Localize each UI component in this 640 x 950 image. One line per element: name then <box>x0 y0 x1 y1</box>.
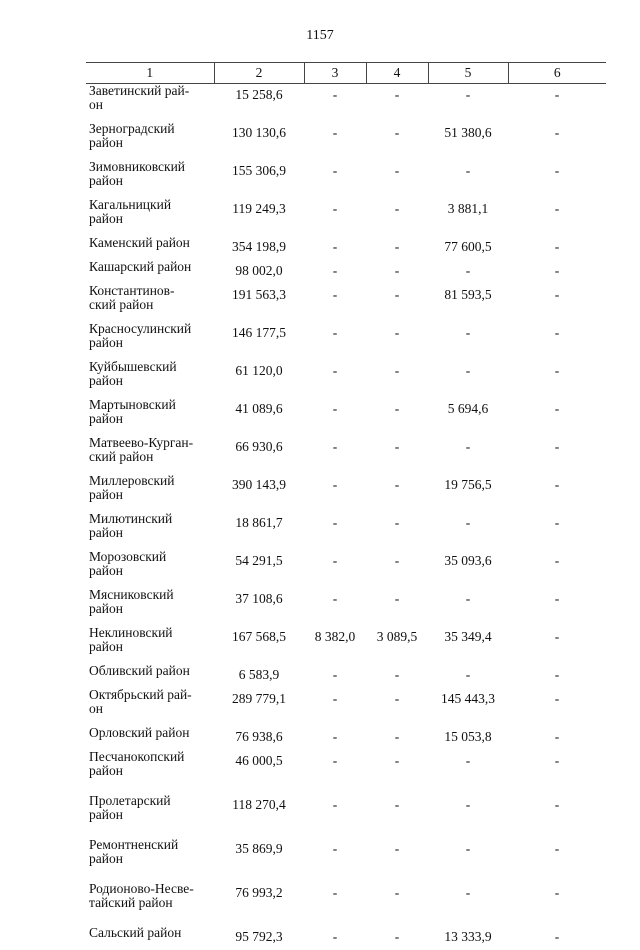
table-header <box>86 63 606 84</box>
table-row <box>86 838 606 882</box>
district-name-cell: Зерноградский район <box>86 122 214 160</box>
value-col-3: - <box>304 198 366 236</box>
value-col-4: - <box>366 588 428 626</box>
table-row <box>86 688 606 726</box>
value-col-3: - <box>304 926 366 950</box>
district-name-cell: Красносулинский район <box>86 322 214 360</box>
value-col-3: - <box>304 838 366 882</box>
value-col-4: - <box>366 882 428 926</box>
value-col-6: - <box>508 474 606 512</box>
value-col-5: - <box>428 838 508 882</box>
value-col-5: - <box>428 436 508 474</box>
value-col-2: 95 792,3 <box>214 926 304 950</box>
district-name-cell: Орловский район <box>86 726 214 750</box>
value-col-2: 54 291,5 <box>214 550 304 588</box>
value-col-5: - <box>428 794 508 838</box>
value-col-6: - <box>508 626 606 664</box>
value-col-6: - <box>508 838 606 882</box>
table-row <box>86 436 606 474</box>
value-col-4: - <box>366 436 428 474</box>
district-name-cell: Каменский район <box>86 236 214 260</box>
column-header-3: 3 <box>304 63 366 84</box>
value-col-2: 98 002,0 <box>214 260 304 284</box>
value-col-2: 6 583,9 <box>214 664 304 688</box>
value-col-2: 118 270,4 <box>214 794 304 838</box>
value-col-4: - <box>366 122 428 160</box>
value-col-3: - <box>304 726 366 750</box>
table-row <box>86 750 606 794</box>
district-name-cell: Зимовниковский район <box>86 160 214 198</box>
value-col-5: - <box>428 84 508 123</box>
value-col-4: - <box>366 750 428 794</box>
district-name-cell: Пролетарский район <box>86 794 214 838</box>
value-col-6: - <box>508 688 606 726</box>
district-name-cell: Сальский район <box>86 926 214 950</box>
value-col-2: 41 089,6 <box>214 398 304 436</box>
value-col-4: - <box>366 512 428 550</box>
value-col-2: 15 258,6 <box>214 84 304 123</box>
table-row <box>86 398 606 436</box>
value-col-4: - <box>366 236 428 260</box>
value-col-4: - <box>366 198 428 236</box>
table-row <box>86 84 606 123</box>
district-name-cell: Неклиновский район <box>86 626 214 664</box>
value-col-2: 191 563,3 <box>214 284 304 322</box>
value-col-3: - <box>304 512 366 550</box>
value-col-5: - <box>428 322 508 360</box>
value-col-4: - <box>366 664 428 688</box>
value-col-6: - <box>508 436 606 474</box>
value-col-3: - <box>304 322 366 360</box>
value-col-3: - <box>304 794 366 838</box>
district-name-cell: Константинов- ский район <box>86 284 214 322</box>
value-col-4: - <box>366 926 428 950</box>
value-col-6: - <box>508 322 606 360</box>
value-col-4: - <box>366 360 428 398</box>
value-col-2: 167 568,5 <box>214 626 304 664</box>
value-col-6: - <box>508 588 606 626</box>
table-row <box>86 260 606 284</box>
value-col-4: - <box>366 474 428 512</box>
value-col-3: - <box>304 284 366 322</box>
value-col-6: - <box>508 926 606 950</box>
value-col-5: 35 349,4 <box>428 626 508 664</box>
table-row <box>86 512 606 550</box>
table-row <box>86 160 606 198</box>
district-name-cell: Куйбышевский район <box>86 360 214 398</box>
district-name-cell: Родионово-Несве- тайский район <box>86 882 214 926</box>
value-col-4: - <box>366 84 428 123</box>
value-col-6: - <box>508 726 606 750</box>
value-col-6: - <box>508 882 606 926</box>
value-col-3: - <box>304 160 366 198</box>
value-col-3: - <box>304 398 366 436</box>
value-col-6: - <box>508 236 606 260</box>
value-col-6: - <box>508 122 606 160</box>
budget-table <box>86 62 606 950</box>
value-col-2: 289 779,1 <box>214 688 304 726</box>
district-name-cell: Заветинский рай- он <box>86 84 214 123</box>
table-row <box>86 726 606 750</box>
column-header-1: 1 <box>86 63 214 84</box>
table-row <box>86 360 606 398</box>
table-row <box>86 474 606 512</box>
value-col-2: 46 000,5 <box>214 750 304 794</box>
value-col-6: - <box>508 160 606 198</box>
value-col-5: - <box>428 588 508 626</box>
table-row <box>86 794 606 838</box>
value-col-6: - <box>508 794 606 838</box>
district-name-cell: Милютинский район <box>86 512 214 550</box>
value-col-5: 5 694,6 <box>428 398 508 436</box>
value-col-6: - <box>508 360 606 398</box>
district-name-cell: Обливский район <box>86 664 214 688</box>
district-name-cell: Ремонтненский район <box>86 838 214 882</box>
value-col-2: 66 930,6 <box>214 436 304 474</box>
value-col-5: 15 053,8 <box>428 726 508 750</box>
district-name-cell: Мартыновский район <box>86 398 214 436</box>
district-name-cell: Мясниковский район <box>86 588 214 626</box>
value-col-2: 119 249,3 <box>214 198 304 236</box>
value-col-4: - <box>366 398 428 436</box>
table-row <box>86 626 606 664</box>
value-col-2: 37 108,6 <box>214 588 304 626</box>
table-row <box>86 882 606 926</box>
table-row <box>86 198 606 236</box>
value-col-3: - <box>304 436 366 474</box>
district-name-cell: Матвеево-Курган- ский район <box>86 436 214 474</box>
value-col-4: - <box>366 260 428 284</box>
value-col-4: - <box>366 322 428 360</box>
value-col-5: 19 756,5 <box>428 474 508 512</box>
value-col-2: 61 120,0 <box>214 360 304 398</box>
table-row <box>86 550 606 588</box>
value-col-5: - <box>428 750 508 794</box>
value-col-4: - <box>366 284 428 322</box>
value-col-5: - <box>428 360 508 398</box>
value-col-5: - <box>428 882 508 926</box>
value-col-5: 13 333,9 <box>428 926 508 950</box>
value-col-4: 3 089,5 <box>366 626 428 664</box>
value-col-5: - <box>428 160 508 198</box>
value-col-3: - <box>304 688 366 726</box>
value-col-2: 130 130,6 <box>214 122 304 160</box>
value-col-3: - <box>304 360 366 398</box>
value-col-3: - <box>304 84 366 123</box>
district-name-cell: Кашарский район <box>86 260 214 284</box>
value-col-5: 51 380,6 <box>428 122 508 160</box>
value-col-2: 76 938,6 <box>214 726 304 750</box>
table-row <box>86 122 606 160</box>
value-col-3: - <box>304 750 366 794</box>
value-col-6: - <box>508 260 606 284</box>
value-col-6: - <box>508 664 606 688</box>
table-row <box>86 588 606 626</box>
value-col-3: - <box>304 882 366 926</box>
table-row <box>86 236 606 260</box>
table-row <box>86 664 606 688</box>
value-col-6: - <box>508 550 606 588</box>
district-name-cell: Морозовский район <box>86 550 214 588</box>
column-header-6: 6 <box>508 63 606 84</box>
value-col-2: 155 306,9 <box>214 160 304 198</box>
value-col-6: - <box>508 284 606 322</box>
value-col-3: - <box>304 588 366 626</box>
value-col-4: - <box>366 794 428 838</box>
header-row <box>86 63 606 84</box>
value-col-5: 77 600,5 <box>428 236 508 260</box>
value-col-5: 81 593,5 <box>428 284 508 322</box>
table-row <box>86 926 606 950</box>
value-col-2: 35 869,9 <box>214 838 304 882</box>
value-col-5: - <box>428 260 508 284</box>
district-name-cell: Миллеровский район <box>86 474 214 512</box>
value-col-3: - <box>304 474 366 512</box>
value-col-5: - <box>428 512 508 550</box>
value-col-5: 145 443,3 <box>428 688 508 726</box>
value-col-6: - <box>508 84 606 123</box>
value-col-6: - <box>508 750 606 794</box>
column-header-5: 5 <box>428 63 508 84</box>
value-col-4: - <box>366 160 428 198</box>
value-col-2: 146 177,5 <box>214 322 304 360</box>
value-col-5: 3 881,1 <box>428 198 508 236</box>
value-col-2: 390 143,9 <box>214 474 304 512</box>
value-col-2: 76 993,2 <box>214 882 304 926</box>
value-col-3: - <box>304 550 366 588</box>
district-name-cell: Кагальницкий район <box>86 198 214 236</box>
value-col-6: - <box>508 512 606 550</box>
value-col-4: - <box>366 726 428 750</box>
value-col-3: - <box>304 260 366 284</box>
district-name-cell: Песчанокопский район <box>86 750 214 794</box>
value-col-6: - <box>508 198 606 236</box>
table-body <box>86 84 606 950</box>
value-col-3: 8 382,0 <box>304 626 366 664</box>
district-name-cell: Октябрьский рай- он <box>86 688 214 726</box>
value-col-5: 35 093,6 <box>428 550 508 588</box>
value-col-3: - <box>304 664 366 688</box>
table-row <box>86 284 606 322</box>
value-col-4: - <box>366 688 428 726</box>
value-col-2: 354 198,9 <box>214 236 304 260</box>
column-header-2: 2 <box>214 63 304 84</box>
value-col-6: - <box>508 398 606 436</box>
table-row <box>86 322 606 360</box>
column-header-4: 4 <box>366 63 428 84</box>
value-col-2: 18 861,7 <box>214 512 304 550</box>
value-col-3: - <box>304 122 366 160</box>
value-col-3: - <box>304 236 366 260</box>
page-number: 1157 <box>0 28 640 44</box>
value-col-4: - <box>366 550 428 588</box>
value-col-4: - <box>366 838 428 882</box>
value-col-5: - <box>428 664 508 688</box>
